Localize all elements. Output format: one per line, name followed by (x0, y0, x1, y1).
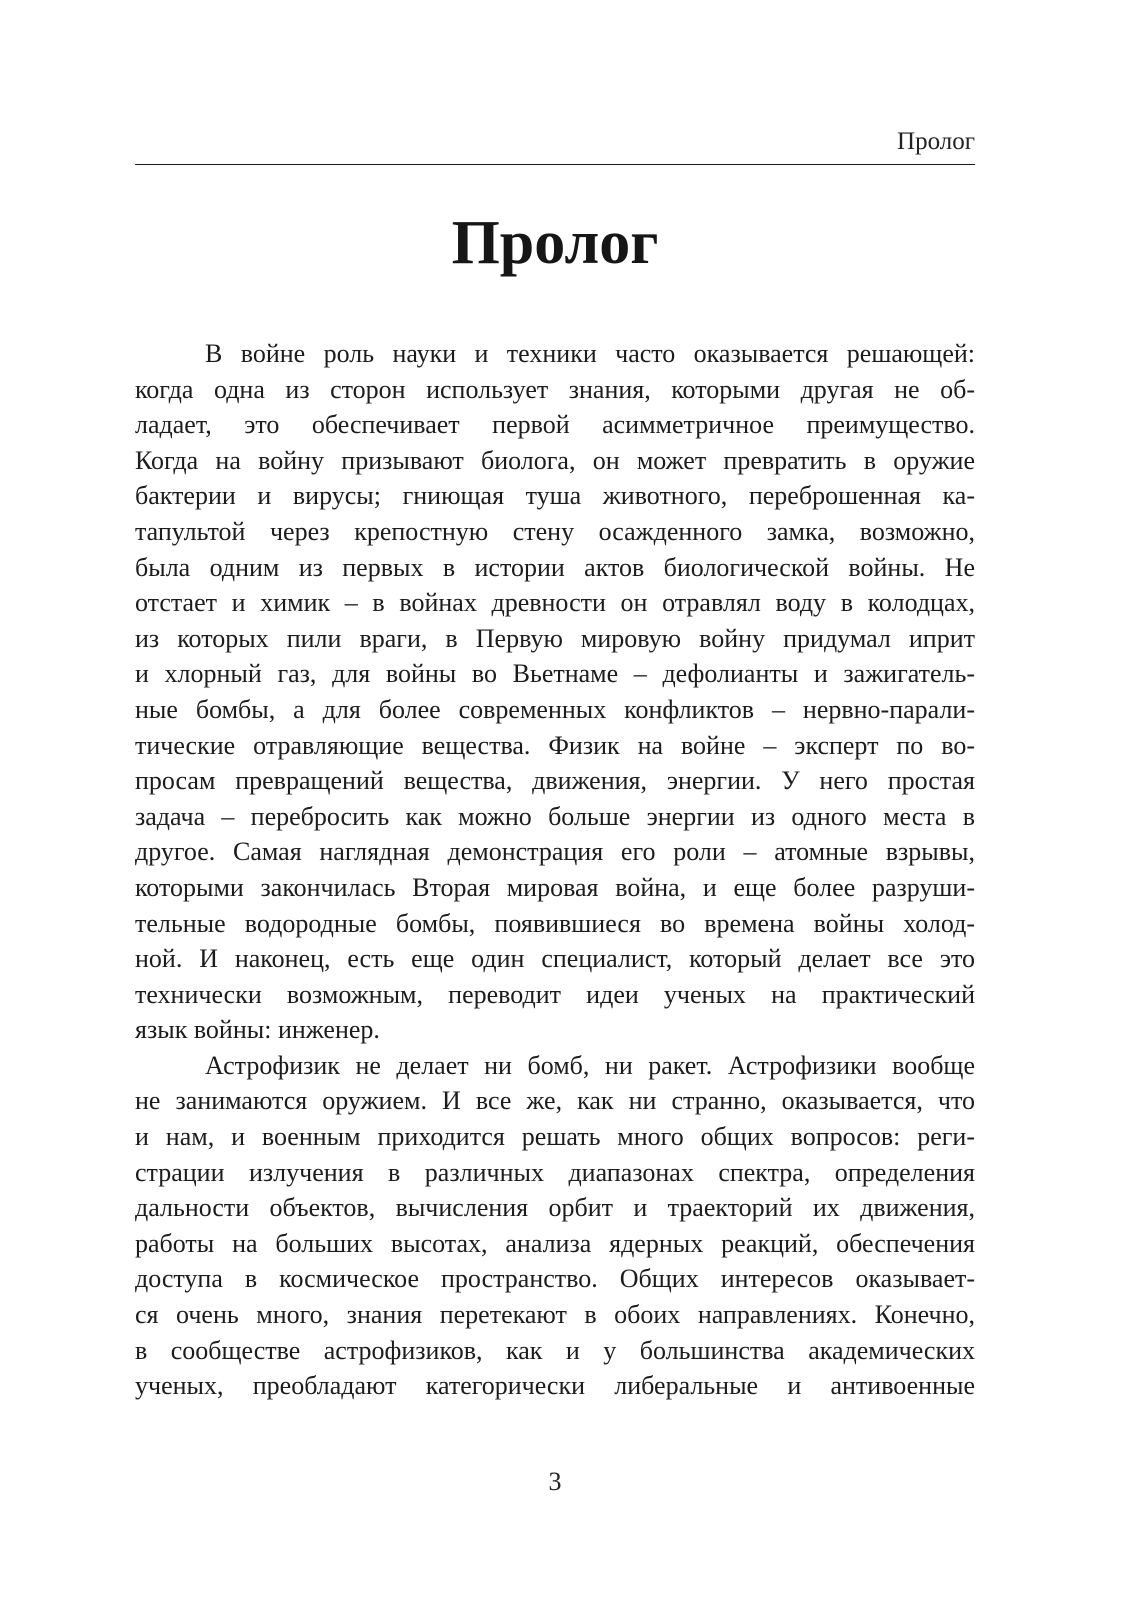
text-line: ные бомбы, а для более современных конфликтов – нервно-парали- (135, 694, 975, 724)
text-line: доступа в космическое пространство. Общих интересов оказывает- (135, 1264, 975, 1294)
text-line: Астрофизик не делает ни бомб, ни ракет. Астрофизики вообще (205, 1050, 975, 1080)
text-line: бактерии и вирусы; гниющая туша животного, переброшенная ка- (135, 481, 975, 511)
text-line: технически возможным, переводит идеи ученых на практический (135, 979, 975, 1009)
text-line: в сообществе астрофизиков, как и у большинства академических (135, 1335, 975, 1365)
chapter-title: Пролог (451, 209, 659, 277)
header-rule (135, 164, 975, 165)
text-line: Когда на войну призывают биолога, он может превратить в оружие (135, 445, 975, 475)
paragraph (135, 336, 975, 1048)
paragraph (135, 1048, 975, 1404)
text-line: работы на больших высотах, анализа ядерных реакций, обеспечения (135, 1228, 975, 1258)
text-line: ся очень много, знания перетекают в обоих направлениях. Конечно, (135, 1300, 975, 1330)
text-line: и хлорный газ, для войны во Вьетнаме – дефолианты и зажигатель- (135, 659, 975, 689)
text-line: ученых, преобладают категорически либеральные и антивоенные (135, 1371, 975, 1401)
text-line: не занимаются оружием. И все же, как ни странно, оказывается, что (135, 1086, 975, 1116)
text-line: другое. Самая наглядная демонстрация его роли – атомные взрывы, (135, 837, 975, 867)
running-head: Пролог (897, 128, 975, 155)
body-text (135, 336, 975, 1404)
text-line: ладает, это обеспечивает первой асимметричное преимущество. (135, 410, 975, 440)
text-line: просам превращений вещества, движения, энергии. У него простая (135, 766, 975, 796)
text-line: тические отравляющие вещества. Физик на войне – эксперт по во- (135, 730, 975, 760)
text-line: язык войны: инженер. (135, 1015, 380, 1045)
text-line: задача – перебросить как можно больше энергии из одного места в (135, 801, 975, 831)
text-line: тельные водородные бомбы, появившиеся во времена войны холод- (135, 908, 975, 938)
text-line: ной. И наконец, есть еще один специалист, который делает все это (135, 944, 975, 974)
text-line: отстает и химик – в войнах древности он отравлял воду в колодцах, (135, 588, 975, 618)
page-number: 3 (548, 1467, 562, 1496)
text-line: и нам, и военным приходится решать много общих вопросов: реги- (135, 1122, 975, 1152)
text-line: из которых пили враги, в Первую мировую войну придумал иприт (135, 623, 975, 653)
text-line: страции излучения в различных диапазонах спектра, определения (135, 1157, 975, 1187)
text-line: В войне роль науки и техники часто оказывается решающей: (205, 339, 975, 368)
text-line: дальности объектов, вычисления орбит и траекторий их движения, (135, 1193, 975, 1223)
text-line: когда одна из сторон использует знания, которыми другая не об- (135, 374, 975, 404)
text-line: которыми закончилась Вторая мировая война, и еще более разруши- (135, 872, 975, 902)
text-line: тапультой через крепостную стену осажденного замка, возможно, (135, 516, 975, 546)
text-line: была одним из первых в истории актов биологической войны. Не (135, 552, 975, 582)
